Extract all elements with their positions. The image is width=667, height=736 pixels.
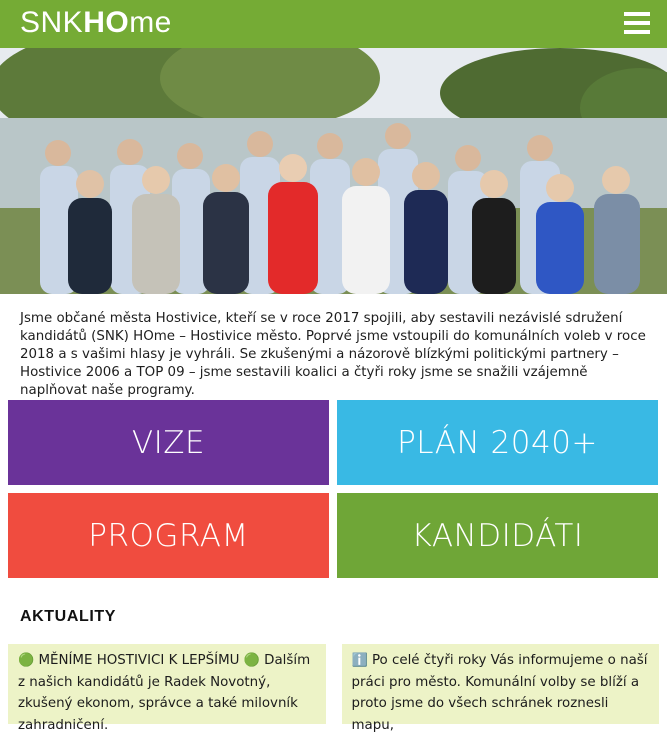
news-heading: AKTUALITY bbox=[20, 608, 117, 625]
tile-vize[interactable]: VIZE bbox=[8, 400, 329, 485]
info-icon: ℹ️ bbox=[351, 653, 368, 668]
news-card-text: MĚNÍME HOSTIVICI K LEPŠÍMU bbox=[34, 653, 244, 668]
hero-photo bbox=[0, 48, 667, 294]
tile-program[interactable]: PROGRAM bbox=[8, 493, 329, 578]
logo-snk: SNK bbox=[20, 6, 84, 39]
news-card-text: Dalším z našich kandidátů je Radek Novotný, zkušený ekonom, správce a také milovník zahradničení. bbox=[18, 653, 311, 733]
news-card-text: Po celé čtyři roky Vás informujeme o naší práci pro město. Komunální volby se blíží a proto jsme do všech schránek roznesli mapu, bbox=[351, 653, 648, 733]
intro-text: Jsme občané města Hostivice, kteří se v roce 2017 spojili, aby sestavili nezávislé sdružení kandidátů (SNK) HOme – Hostivice město. Poprvé jsme vstoupili do komunálních voleb v roce 2018 a s vašimi hlasy je vyhráli. Se zkušenými a názorově blízkými politickými partnery – Hostivice 2006 a TOP 09 – jsme sestavili koalici a čtyři roky jsme se snažili vzájemně naplňovat naše programy. bbox=[20, 311, 646, 398]
news-card[interactable] bbox=[8, 644, 326, 733]
nav-tiles bbox=[0, 400, 667, 578]
site-header bbox=[0, 0, 667, 48]
tile-plan-2040[interactable]: PLÁN 2040+ bbox=[337, 400, 658, 485]
logo-ho: HO bbox=[83, 6, 130, 39]
green-circle-icon: 🟢 bbox=[18, 653, 35, 668]
hamburger-menu-icon[interactable] bbox=[624, 12, 650, 34]
logo-me: me bbox=[129, 6, 172, 39]
tile-kandidati[interactable]: KANDIDÁTI bbox=[337, 493, 658, 578]
news-list bbox=[0, 644, 667, 733]
green-circle-icon: 🟢 bbox=[243, 653, 260, 668]
news-card[interactable] bbox=[342, 644, 660, 733]
site-logo[interactable] bbox=[20, 6, 172, 40]
